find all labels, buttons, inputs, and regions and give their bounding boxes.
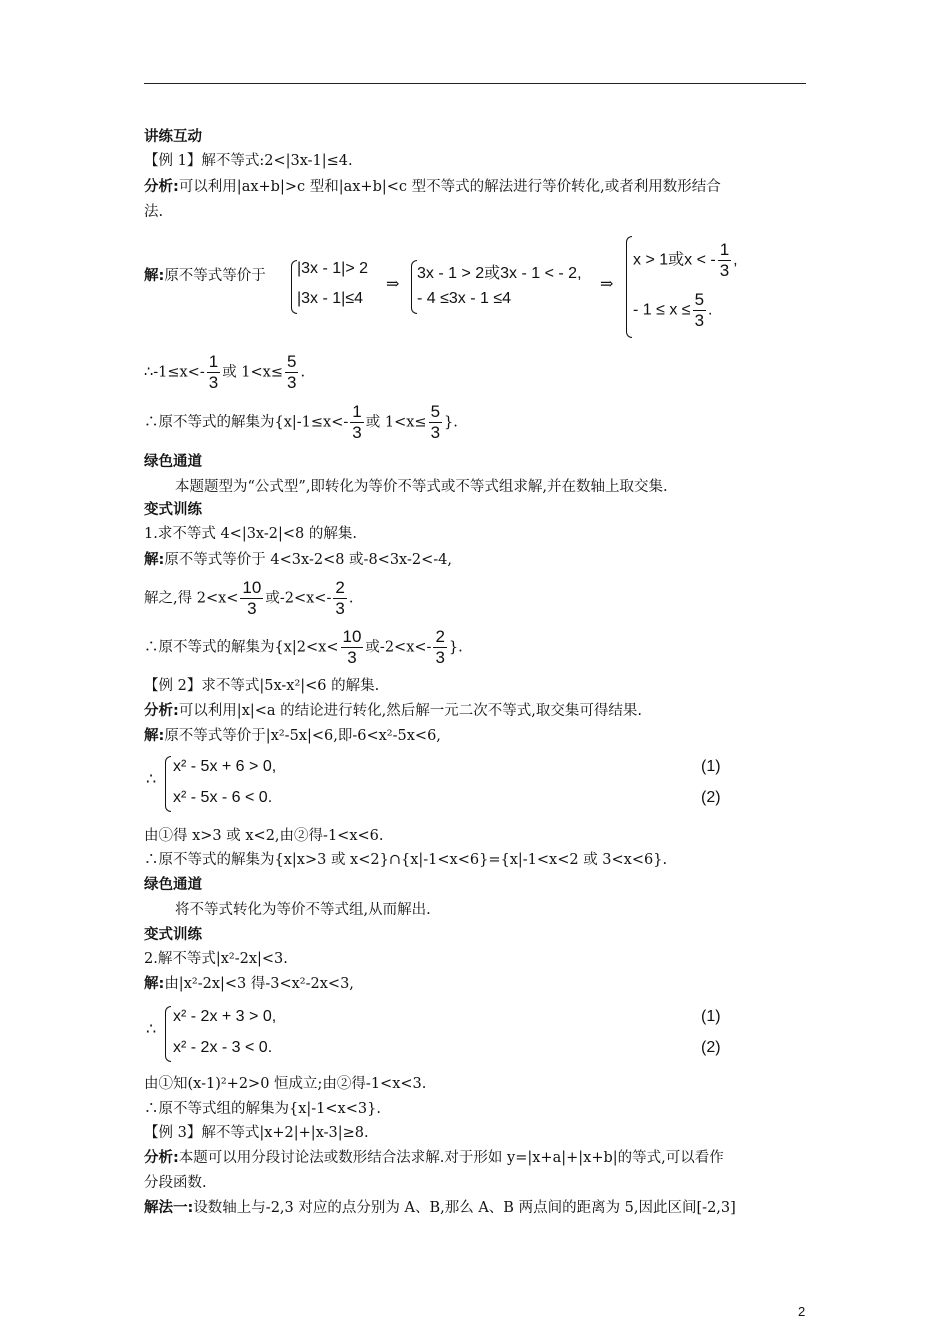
text: 解之,得 2<x< xyxy=(144,590,239,607)
denominator: 3 xyxy=(430,423,441,442)
equation-tag-1: (1) xyxy=(701,1008,721,1025)
example-3-analysis xyxy=(144,1148,724,1168)
text: 原不等式等价于|x²-5x|<6,即-6<x²-5x<6, xyxy=(164,728,441,744)
system-1-row-1: |3x - 1|> 2 xyxy=(297,260,369,277)
var2-system-row-2: x² - 2x - 3 < 0. xyxy=(173,1039,273,1056)
therefore-symbol: ∴ xyxy=(146,1021,157,1038)
variant-title-2: 变式训练 xyxy=(144,927,202,943)
denominator: 3 xyxy=(287,373,297,392)
system-3-row-2-end: . xyxy=(708,301,713,319)
variant-1-solve-line xyxy=(144,578,353,619)
solution-label: 解: xyxy=(144,552,165,568)
text: ∴原不等式的解集为{x|2<x< xyxy=(144,639,339,656)
system-3-row-2 xyxy=(633,290,713,331)
solution-label: 解法一: xyxy=(144,1200,194,1216)
example-1-analysis-cont: 法. xyxy=(144,204,164,220)
example-2-analysis xyxy=(144,701,642,721)
denominator: 3 xyxy=(719,261,730,280)
system-brace-ex2 xyxy=(165,756,171,812)
example-1-solution-prefix xyxy=(144,266,266,286)
green-channel-text-2: 将不等式转化为等价不等式组,从而解出. xyxy=(175,902,431,918)
system-3-row-1-text: x > 1或x < - xyxy=(633,251,716,269)
numerator: 1 xyxy=(719,240,730,259)
denominator: 3 xyxy=(435,648,445,667)
ex2-system-row-2: x² - 5x - 6 < 0. xyxy=(173,789,273,806)
numerator: 5 xyxy=(287,352,297,371)
example-3-title: 【例 3】解不等式|x+2|+|x-3|≥8. xyxy=(144,1125,369,1141)
section-title: 讲练互动 xyxy=(144,129,202,145)
system-3-row-2-text: - 1 ≤ x ≤ xyxy=(633,301,691,319)
system-3-row-1 xyxy=(633,240,738,281)
example-2-line-2: ∴原不等式的解集为{x|x>3 或 x<2}∩{x|-1<x<6}={x|-1<x<2 或 3<x<6}. xyxy=(144,852,668,868)
equation-tag-2: (2) xyxy=(701,1039,721,1056)
fraction-one-third xyxy=(718,240,731,281)
text: 原不等式等价于 4<3x-2<8 或-8<3x-2<-4, xyxy=(164,552,452,568)
numerator: 1 xyxy=(208,352,219,371)
analysis-text: 可以利用|ax+b|>c 型和|ax+b|<c 型不等式的解法进行等价转化,或者利用数形结合 xyxy=(178,179,721,195)
header-rule xyxy=(144,83,806,84)
fraction-ten-thirds xyxy=(341,627,364,668)
fraction-five-thirds xyxy=(693,290,706,331)
variant-1-solution-set xyxy=(144,627,463,668)
denominator: 3 xyxy=(335,599,345,618)
green-channel-title-1: 绿色通道 xyxy=(144,454,202,470)
green-channel-text-1: 本题题型为“公式型”,即转化为等价不等式或不等式组求解,并在数轴上取交集. xyxy=(175,479,668,495)
fraction-one-third xyxy=(350,402,363,443)
var2-system-row-1: x² - 2x + 3 > 0, xyxy=(173,1008,277,1025)
system-brace-3 xyxy=(626,236,632,338)
page-number: 2 xyxy=(798,1304,806,1319)
variant-2-question: 2.解不等式|x²-2x|<3. xyxy=(144,951,288,967)
denominator: 3 xyxy=(347,648,357,667)
example-2-title: 【例 2】求不等式|5x-x²|<6 的解集. xyxy=(144,678,380,694)
fraction-ten-thirds xyxy=(240,578,263,619)
example-1-solution-set xyxy=(144,402,458,443)
variant-title-1: 变式训练 xyxy=(144,502,202,518)
ex2-system-row-1: x² - 5x + 6 > 0, xyxy=(173,758,277,775)
example-1-title: 【例 1】解不等式:2<|3x-1|≤4. xyxy=(144,153,353,169)
text: 或-2<x<- xyxy=(365,639,432,656)
example-1-analysis xyxy=(144,177,721,197)
analysis-text: 可以利用|x|<a 的结论进行转化,然后解一元二次不等式,取交集可得结果. xyxy=(178,703,642,719)
equation-tag-1: (1) xyxy=(701,758,721,775)
numerator: 1 xyxy=(352,402,362,421)
analysis-label: 分析: xyxy=(144,179,179,195)
denominator: 3 xyxy=(352,423,362,442)
solution-prefix: 原不等式等价于 xyxy=(164,268,266,284)
green-channel-title-2: 绿色通道 xyxy=(144,877,202,893)
fraction-one-third xyxy=(207,352,220,393)
numerator: 2 xyxy=(435,627,445,646)
variant-2-line-1: 由①知(x-1)²+2>0 恒成立;由②得-1<x<3. xyxy=(144,1076,427,1092)
implies-arrow-2: ⇒ xyxy=(600,274,614,293)
fraction-two-thirds xyxy=(333,578,346,619)
text: ∴-1≤x<- xyxy=(144,364,205,381)
equation-tag-2: (2) xyxy=(701,789,721,806)
numerator: 10 xyxy=(242,578,262,597)
text: 或 1<x≤ xyxy=(365,414,427,431)
numerator: 5 xyxy=(430,402,441,421)
system-brace-var2 xyxy=(165,1006,171,1062)
system-3-row-1-end: , xyxy=(733,251,738,269)
example-1-result-line xyxy=(144,352,305,393)
analysis-label: 分析: xyxy=(144,1150,179,1166)
variant-2-line-2: ∴原不等式组的解集为{x|-1<x<3}. xyxy=(144,1101,381,1117)
text: 或-2<x<- xyxy=(265,590,332,607)
text: 设数轴上与-2,3 对应的点分别为 A、B,那么 A、B 两点间的距离为 5,因此区间[-2,3] xyxy=(193,1200,736,1216)
text: }. xyxy=(444,414,458,431)
implies-arrow-1: ⇒ xyxy=(386,274,400,293)
variant-1-solution xyxy=(144,550,452,570)
denominator: 3 xyxy=(247,599,257,618)
fraction-five-thirds xyxy=(429,402,442,443)
solution-label: 解: xyxy=(144,268,165,284)
therefore-symbol: ∴ xyxy=(146,771,157,788)
text: ∴原不等式的解集为{x|-1≤x<- xyxy=(144,414,349,431)
text: 由|x²-2x|<3 得-3<x²-2x<3, xyxy=(164,976,354,992)
solution-label: 解: xyxy=(144,976,165,992)
example-3-solution xyxy=(144,1198,736,1218)
example-2-line-1: 由①得 x>3 或 x<2,由②得-1<x<6. xyxy=(144,828,384,844)
numerator: 10 xyxy=(342,627,362,646)
fraction-two-thirds xyxy=(433,627,446,668)
system-2-row-2: - 4 ≤3x - 1 ≤4 xyxy=(417,290,512,307)
system-2-row-1: 3x - 1 > 2或3x - 1 < - 2, xyxy=(417,265,582,282)
text: 或 1<x≤ xyxy=(222,364,284,381)
example-3-analysis-cont: 分段函数. xyxy=(144,1175,207,1191)
analysis-text: 本题可以用分段讨论法或数形结合法求解.对于形如 y=|x+a|+|x+b|的等式,可以看作 xyxy=(178,1150,724,1166)
denominator: 3 xyxy=(694,311,705,330)
numerator: 5 xyxy=(694,290,705,309)
text: }. xyxy=(448,639,463,656)
fraction-five-thirds xyxy=(285,352,298,393)
text: . xyxy=(348,590,354,607)
text: . xyxy=(300,364,306,381)
example-2-solution xyxy=(144,726,441,746)
solution-label: 解: xyxy=(144,728,165,744)
variant-1-question: 1.求不等式 4<|3x-2|<8 的解集. xyxy=(144,526,357,542)
numerator: 2 xyxy=(335,578,345,597)
variant-2-solution xyxy=(144,974,354,994)
denominator: 3 xyxy=(208,373,219,392)
system-1-row-2: |3x - 1|≤4 xyxy=(297,290,364,307)
analysis-label: 分析: xyxy=(144,703,179,719)
